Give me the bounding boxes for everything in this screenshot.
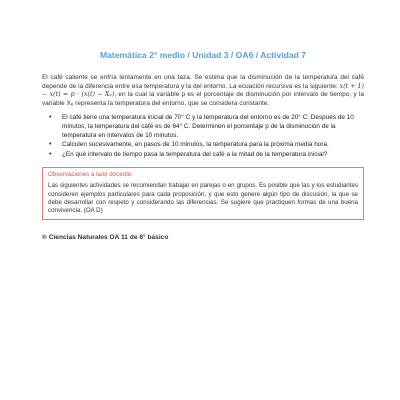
task-text: ¿En qué intervalo de tiempo pasa la temperatura del café a la mitad de la temperatura inicial? <box>62 150 328 158</box>
page-title: Matemática 2° medio / Unidad 3 / OA6 / Actividad 7 <box>99 50 307 60</box>
bullet-icon: • <box>49 150 52 158</box>
task-item <box>49 141 364 150</box>
bullet-icon: • <box>49 141 52 149</box>
task-item <box>49 150 364 160</box>
teacher-notes-box <box>42 167 364 220</box>
task-item <box>49 114 364 140</box>
recursive-formula: x(t + 1) − x(t) = p · (x(t) − Xₑ) <box>42 82 364 99</box>
curriculum-reference: ® Ciencias Naturales OA 11 de 6° básico <box>42 234 169 242</box>
task-text: El café tiene una temperatura inicial de 70° C y la temperatura del entorno es de 20° C. Después de 10 minutos, la temperatura del café es de 64° C. Determinen el porcentaje p de la disminución de la temperatura en intervalos de 10 minutos. <box>62 114 354 139</box>
intro-text-after: , en la cual la variable p es el porcentaje de disminución por intervalo de tiempo, y la variable Xₑ representa la temperatura del entorno, que se considera constante. <box>42 91 365 107</box>
teacher-notes-body: Las siguientes actividades se recomiendan trabajar en parejas o en grupos. Es posible que las y los estudiantes consideren ejemplos particulares para cada proposición, y que esto genere algún tipo de discusión, la que se debe desarrollar con respeto y considerando las diferencias. Se sugiere que practiquen formas de una buena convivencia. (OA D) <box>48 182 358 214</box>
task-list <box>42 114 364 159</box>
bullet-icon: • <box>49 114 52 122</box>
task-text: Calculen sucesivamente, en pasos de 10 minutos, la temperatura para la próxima media hora. <box>62 141 329 149</box>
intro-paragraph <box>42 74 364 108</box>
intro-text-before: El café caliente se enfría lentamente en una taza. Se estima que la disminución de la temperatura del café depende de la diferencia entre esa temperatura y la del entorno. La ecuación recursiva es la siguiente: <box>42 74 364 90</box>
teacher-notes-title: Observaciones a la/el docente <box>48 171 132 179</box>
